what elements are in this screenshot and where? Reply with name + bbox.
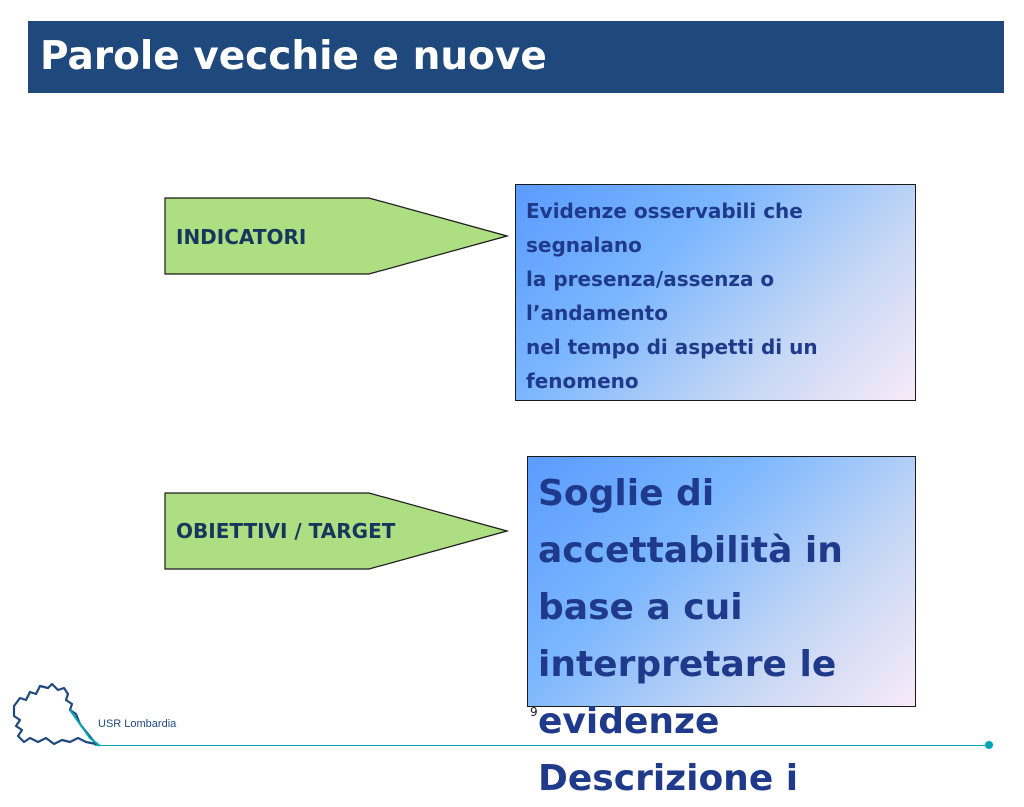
obiettivi-definition-line: evidenze xyxy=(538,701,720,742)
indicatori-definition-box xyxy=(515,184,916,401)
lombardia-region-logo xyxy=(8,682,100,752)
footer-divider xyxy=(95,745,987,746)
indicatori-definition-line: Evidenze osservabili che xyxy=(526,199,803,223)
obiettivi-definition-line: accettabilità in xyxy=(538,530,843,571)
footer-dot-icon xyxy=(985,741,993,749)
obiettivi-definition-text xyxy=(538,465,913,807)
indicatori-label: INDICATORI xyxy=(176,225,307,249)
obiettivi-label: OBIETTIVI / TARGET xyxy=(176,519,396,543)
indicatori-definition-text xyxy=(526,194,911,398)
slide-title: Parole vecchie e nuove xyxy=(40,34,547,79)
footer-organization: USR Lombardia xyxy=(98,718,177,730)
obiettivi-definition-line: base a cui xyxy=(538,587,743,628)
title-bar xyxy=(28,21,1004,93)
indicatori-definition-line: nel tempo di aspetti di un xyxy=(526,335,818,359)
obiettivi-definition-line: Descrizione i xyxy=(538,758,799,799)
indicatori-definition-line: la presenza/assenza o xyxy=(526,267,775,291)
indicatori-definition-line: segnalano xyxy=(526,233,642,257)
obiettivi-definition-box xyxy=(527,456,916,799)
indicatori-definition-line: l’andamento xyxy=(526,301,668,325)
page-number: 9 xyxy=(530,705,538,719)
indicatori-definition-line: fenomeno xyxy=(526,369,639,393)
obiettivi-definition-line: Soglie di xyxy=(538,473,715,514)
obiettivi-definition-line: interpretare le xyxy=(538,644,837,685)
